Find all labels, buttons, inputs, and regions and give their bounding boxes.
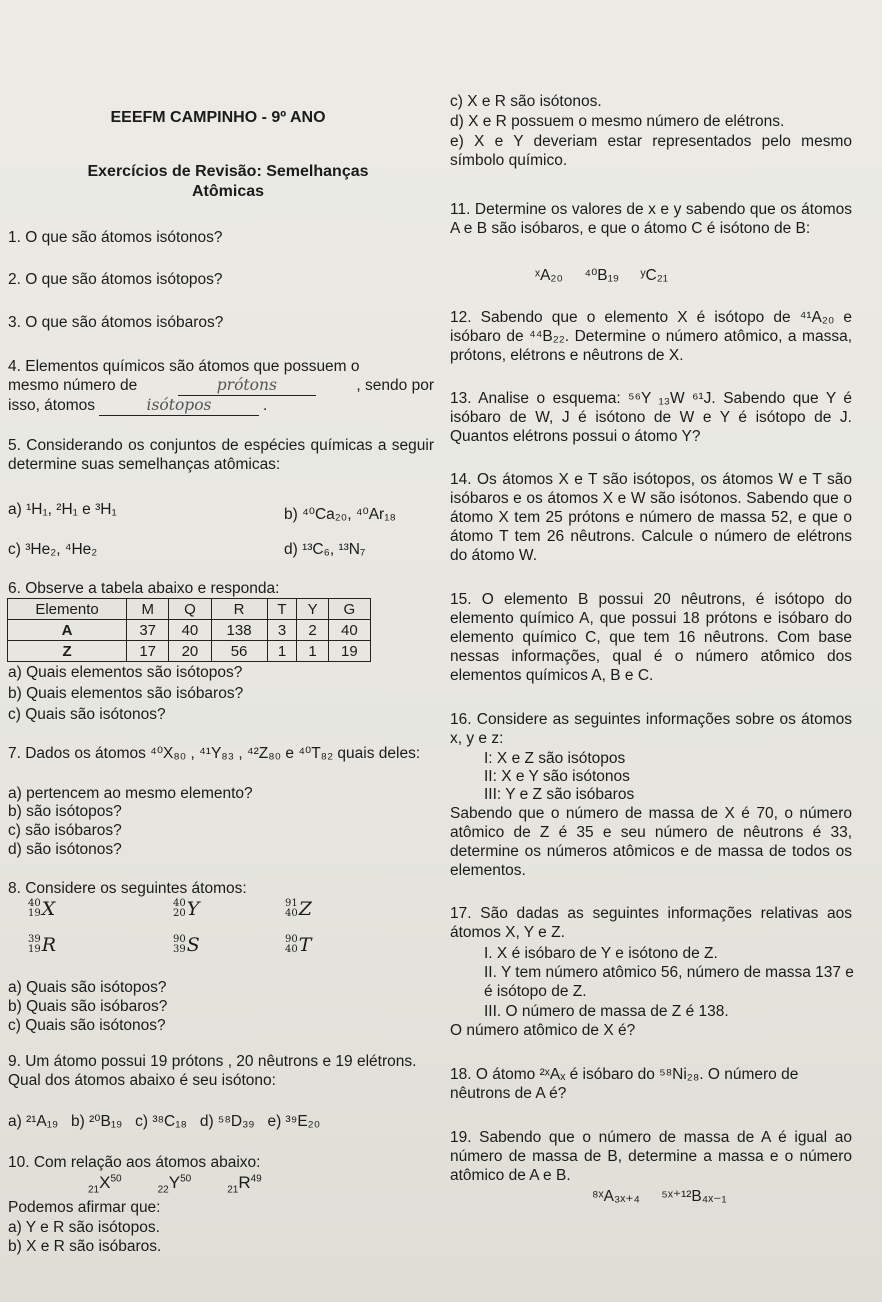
question-14: 14. Os átomos X e T são isótopos, os átomos W e T são isóbaros e os átomos X e W são isótonos. Sabendo que o átomo X tem 25 prótons e número de massa 52, e que o átomo T tem 26 nêutrons. Calcule o número de elétrons do átomo W. xyxy=(450,471,852,564)
question-16-tail: Sabendo que o número de massa de X é 70, o número atômico de Z é 35 e seu número de nêutrons é 33, determine os números atômicos e de massa de todos os elementos. xyxy=(450,805,852,879)
question-7-d: d) são isótonos? xyxy=(8,841,122,858)
question-8-b: b) Quais são isóbaros? xyxy=(8,998,168,1015)
question-11-atoms: ˣA₂₀ ⁴⁰B₁₉ ʸC₂₁ xyxy=(535,267,668,284)
atomic-number: 40 xyxy=(285,944,298,955)
mass-number: 40 xyxy=(173,898,186,909)
table-header: Q xyxy=(169,599,211,620)
table-row xyxy=(8,620,371,641)
question-4-line3-pre: isso, átomos xyxy=(8,397,96,414)
question-10-a: a) Y e R são isótopos. xyxy=(8,1219,160,1236)
question-5-d: d) ¹³C₆, ¹³N₇ xyxy=(284,541,366,558)
question-19-atoms: ⁸ˣA₃ₓ₊₄ ⁵ˣ⁺¹²B₄ₓ₋₁ xyxy=(592,1188,727,1205)
question-16-i: I: X e Z são isótopos xyxy=(484,750,626,767)
nuclide-x xyxy=(28,898,55,920)
question-10-e: e) X e Y deveriam estar representados pelo mesmo símbolo químico. xyxy=(450,133,852,169)
table-cell: 37 xyxy=(127,620,169,641)
question-5-b: b) ⁴⁰Ca₂₀, ⁴⁰Ar₁₈ xyxy=(284,506,396,523)
question-16-ii: II: X e Y são isótonos xyxy=(484,768,630,785)
nuclide xyxy=(88,1173,122,1195)
atomic-number: 20 xyxy=(173,908,186,919)
element-symbol: S xyxy=(186,934,200,956)
nuclide-s xyxy=(173,934,200,956)
table-cell: 56 xyxy=(211,641,267,662)
nuclide xyxy=(158,1173,192,1195)
elements-table xyxy=(7,598,371,662)
question-16-iii: III: Y e Z são isóbaros xyxy=(484,786,635,803)
question-2: 2. O que são átomos isótopos? xyxy=(8,271,223,288)
question-19-text: 19. Sabendo que o número de massa de A é igual ao número de massa de B, determine a massa e o número atômico de A e B. xyxy=(450,1129,852,1184)
table-row xyxy=(8,641,371,662)
question-7-b: b) são isótopos? xyxy=(8,803,122,820)
question-6-title: 6. Observe a tabela abaixo e responda: xyxy=(8,580,280,597)
question-4-line2-pre: mesmo número de xyxy=(8,377,138,394)
question-4-line1: 4. Elementos químicos são átomos que possuem o xyxy=(8,358,360,375)
table-cell: 2 xyxy=(297,620,328,641)
question-10-statement: Podemos afirmar que: xyxy=(8,1199,161,1216)
school-header: EEEFM CAMPINHO - 9º ANO xyxy=(110,109,326,126)
atomic-number: 21 xyxy=(88,1184,100,1196)
table-cell: Z xyxy=(8,641,127,662)
question-17-iii: III. O número de massa de Z é 138. xyxy=(484,1003,729,1020)
table-cell: 138 xyxy=(211,620,267,641)
question-8-text: 8. Considere os seguintes átomos: xyxy=(8,880,247,897)
mass-number: 91 xyxy=(285,898,298,909)
element-symbol: Z xyxy=(298,898,312,920)
table-cell: 40 xyxy=(169,620,211,641)
element-symbol: R xyxy=(41,934,57,956)
question-7-text: 7. Dados os átomos ⁴⁰X₈₀ , ⁴¹Y₈₃ , ⁴²Z₈₀ e ⁴⁰T₈₂ quais deles: xyxy=(8,745,421,762)
question-10-text: 10. Com relação aos átomos abaixo: xyxy=(8,1154,261,1171)
question-10-c: c) X e R são isótonos. xyxy=(450,93,602,110)
question-10-b: b) X e R são isóbaros. xyxy=(8,1238,162,1255)
table-cell: 1 xyxy=(267,641,297,662)
question-5-a: a) ¹H₁, ²H₁ e ³H₁ xyxy=(8,501,117,518)
element-symbol: R xyxy=(238,1173,251,1192)
table-cell: 3 xyxy=(267,620,297,641)
table-header: Elemento xyxy=(8,599,127,620)
question-17-ii: II. Y tem número atômico 56, número de massa 137 e é isótopo de Z. xyxy=(484,964,854,1000)
atomic-number: 40 xyxy=(285,908,298,919)
nuclide-r xyxy=(28,934,56,956)
question-7-c: c) são isóbaros? xyxy=(8,822,122,839)
table-header: R xyxy=(211,599,267,620)
table-cell: 40 xyxy=(328,620,370,641)
element-symbol: Y xyxy=(168,1173,181,1192)
worksheet-title-line1: Exercícios de Revisão: Semelhanças xyxy=(87,163,369,180)
question-18: 18. O átomo ²ˣAₓ é isóbaro do ⁵⁸Ni₂₈. O número de nêutrons de A é? xyxy=(450,1066,799,1102)
question-8-c: c) Quais são isótonos? xyxy=(8,1017,166,1034)
question-8-a: a) Quais são isótopos? xyxy=(8,979,167,996)
question-4-answer-1[interactable]: prótons xyxy=(178,376,316,396)
mass-number: 49 xyxy=(250,1173,262,1185)
nuclide xyxy=(227,1173,262,1195)
question-6-c: c) Quais são isótonos? xyxy=(8,706,166,723)
table-cell: 19 xyxy=(328,641,370,662)
question-16-text: 16. Considere as seguintes informações sobre os átomos x, y e z: xyxy=(450,711,852,747)
question-10-atoms xyxy=(88,1173,262,1195)
table-header-row xyxy=(8,599,371,620)
atomic-number: 39 xyxy=(173,944,186,955)
element-symbol: Y xyxy=(186,898,200,920)
question-12: 12. Sabendo que o elemento X é isótopo de ⁴¹A₂₀ e isóbaro de ⁴⁴B₂₂. Determine o número atômico, a massa, prótons, elétrons e nêutrons de X. xyxy=(450,309,852,364)
question-4 xyxy=(8,357,434,416)
table-cell: 1 xyxy=(297,641,328,662)
question-3: 3. O que são átomos isóbaros? xyxy=(8,314,224,331)
mass-number: 50 xyxy=(180,1173,192,1185)
table-cell: 17 xyxy=(127,641,169,662)
mass-number: 90 xyxy=(285,934,298,945)
question-6-a: a) Quais elementos são isótopos? xyxy=(8,664,243,681)
question-11-text: 11. Determine os valores de x e y sabendo que os átomos A e B são isóbaros, e que o átomo C é isótono de B: xyxy=(450,201,852,237)
table-cell: A xyxy=(8,620,127,641)
question-5-text: 5. Considerando os conjuntos de espécies químicas a seguir determine suas semelhanças atômicas: xyxy=(8,437,434,473)
atomic-number: 22 xyxy=(157,1184,169,1196)
table-header: T xyxy=(267,599,297,620)
table-cell: 20 xyxy=(169,641,211,662)
atomic-number: 21 xyxy=(227,1184,239,1196)
question-9-text: 9. Um átomo possui 19 prótons , 20 nêutrons e 19 elétrons. Qual dos átomos abaixo é seu isótono: xyxy=(8,1053,417,1089)
element-symbol: X xyxy=(41,898,56,920)
question-4-line2-post: , sendo por xyxy=(356,377,434,394)
mass-number: 39 xyxy=(28,934,41,945)
question-4-answer-2[interactable]: isótopos xyxy=(99,396,259,416)
question-9-options: a) ²¹A₁₉ b) ²⁰B₁₉ c) ³⁸C₁₈ d) ⁵⁸D₃₉ e) ³⁹E₂₀ xyxy=(8,1113,321,1130)
worksheet-title-line2: Atômicas xyxy=(191,183,265,200)
table-header: G xyxy=(328,599,370,620)
question-5-c: c) ³He₂, ⁴He₂ xyxy=(8,541,98,558)
mass-number: 50 xyxy=(110,1173,122,1185)
question-17-question: O número atômico de X é? xyxy=(450,1022,636,1039)
nuclide-t xyxy=(285,934,311,956)
element-symbol: X xyxy=(99,1173,111,1192)
question-15: 15. O elemento B possui 20 nêutrons, é isótopo do elemento químico A, que possui 18 prótons e isóbaro do elemento químico C, que tem 16 nêutrons. Com base nessas informações, qual é o número atômico dos elementos químicos A, B e C. xyxy=(450,591,852,684)
question-17-text: 17. São dadas as seguintes informações relativas aos átomos X, Y e Z. xyxy=(450,905,852,941)
question-13: 13. Analise o esquema: ⁵⁶Y ₁₃W ⁶¹J. Sabendo que Y é isóbaro de W, J é isótono de W e Y é isótopo de J. Quantos elétrons possui o átomo Y? xyxy=(450,390,852,445)
question-7-a: a) pertencem ao mesmo elemento? xyxy=(8,785,253,802)
question-17-i: I. X é isóbaro de Y e isótono de Z. xyxy=(484,945,718,962)
mass-number: 90 xyxy=(173,934,186,945)
question-10-d: d) X e R possuem o mesmo número de elétrons. xyxy=(450,113,785,130)
element-symbol: T xyxy=(298,934,312,956)
table-header: Y xyxy=(297,599,328,620)
atomic-number: 19 xyxy=(28,944,41,955)
question-4-line3-post: . xyxy=(263,397,268,414)
nuclide-y xyxy=(173,898,199,920)
question-1: 1. O que são átomos isótonos? xyxy=(8,229,223,246)
mass-number: 40 xyxy=(28,898,41,909)
table-header: M xyxy=(127,599,169,620)
nuclide-z xyxy=(285,898,312,920)
question-6-b: b) Quais elementos são isóbaros? xyxy=(8,685,244,702)
atomic-number: 19 xyxy=(28,908,41,919)
